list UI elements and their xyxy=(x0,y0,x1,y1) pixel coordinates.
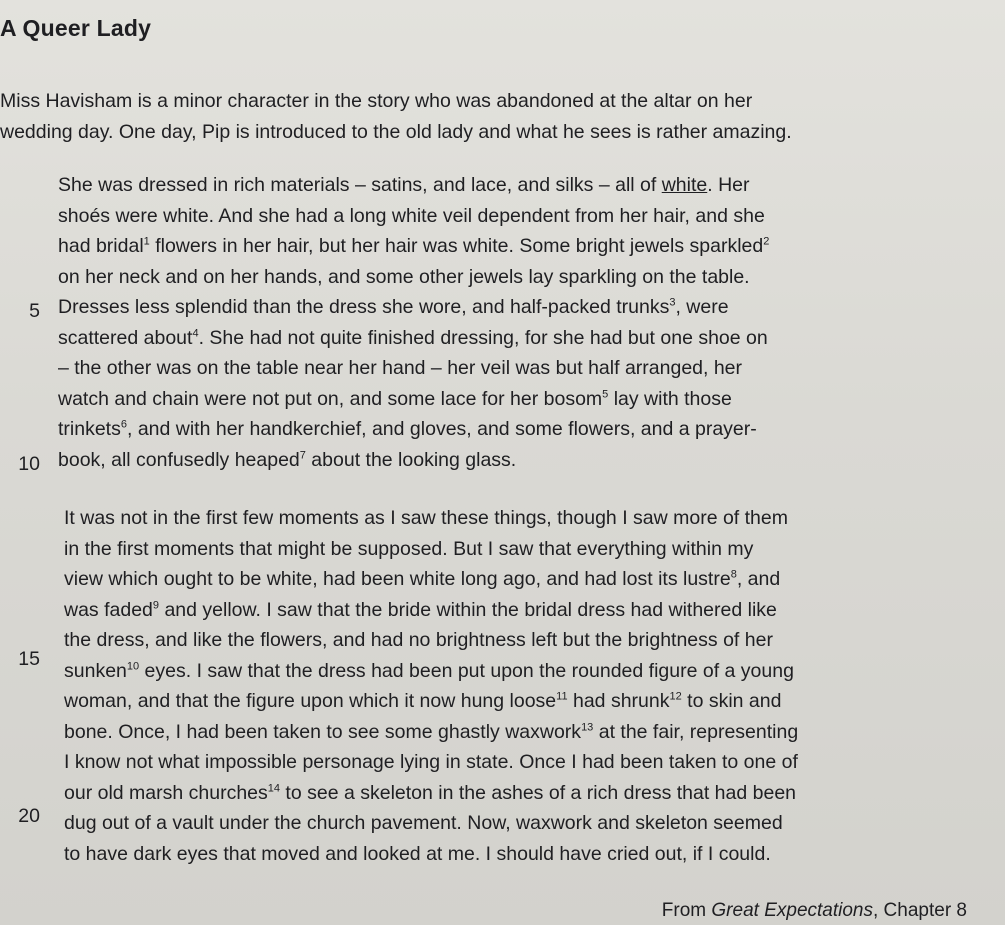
passage-text: had shrunk xyxy=(567,690,670,712)
passage-line xyxy=(64,503,798,534)
footnote-marker: 9 xyxy=(152,599,160,611)
footnote-marker: 14 xyxy=(267,782,281,794)
passage-line xyxy=(58,414,769,445)
passage-line xyxy=(58,384,769,415)
footnote-marker: 11 xyxy=(556,690,568,703)
passage-text: eyes. I saw that the dress had been put upon the rounded figure of a young xyxy=(139,659,794,682)
passage-text: in the first moments that might be supposed. But I saw that everything within my xyxy=(64,537,754,560)
footnote-marker: 2 xyxy=(763,235,770,248)
passage-line xyxy=(64,625,798,656)
intro-paragraph xyxy=(0,86,792,148)
passage-text: Dresses less splendid than the dress she wore, and half-packed trunks xyxy=(58,296,670,318)
passage-text: lay with those xyxy=(608,387,732,410)
passage-text: on her neck and on her hands, and some other jewels lay sparkling on the table. xyxy=(58,265,750,288)
passage-text: was faded xyxy=(64,598,153,621)
passage-line xyxy=(64,717,798,748)
passage-text: , and with her handkerchief, and gloves, and some flowers, and a prayer- xyxy=(126,418,757,440)
passage-text: book, all confusedly heaped xyxy=(58,448,300,471)
source-chapter: , Chapter 8 xyxy=(873,900,967,921)
underlined-word: white xyxy=(661,174,708,196)
source-citation xyxy=(662,900,967,922)
passage-text: to skin and xyxy=(681,690,782,712)
passage-line xyxy=(58,231,769,262)
passage-line xyxy=(64,656,798,687)
passage-line xyxy=(64,534,798,565)
passage-line xyxy=(64,778,798,809)
footnote-marker: 5 xyxy=(602,388,609,400)
footnote-marker: 6 xyxy=(120,418,127,431)
passage-text: shoés were white. And she had a long white veil dependent from her hair, and she xyxy=(58,204,765,227)
passage-text: had bridal xyxy=(58,235,144,257)
passage-line xyxy=(58,201,769,232)
passage-text: , and xyxy=(736,568,781,590)
footnote-marker: 13 xyxy=(581,721,594,733)
page-title: A Queer Lady xyxy=(0,15,152,41)
source-book-title: Great Expectations xyxy=(711,900,873,921)
passage-line xyxy=(58,445,769,476)
passage-text: dug out of a vault under the church pavement. Now, waxwork and skeleton seemed xyxy=(64,812,783,834)
passage-text: at the fair, representing xyxy=(593,720,799,743)
footnote-marker: 12 xyxy=(669,690,682,703)
passage-text: flowers in her hair, but her hair was white. Some bright jewels sparkled xyxy=(149,235,764,257)
passage-line xyxy=(58,353,769,384)
passage-text: bone. Once, I had been taken to see some ghastly waxwork xyxy=(64,720,582,743)
line-number-20: 20 xyxy=(18,805,40,827)
passage-text: It was not in the first few moments as I saw these things, though I saw more of them xyxy=(64,507,788,529)
passage-text: – the other was on the table near her hand – her veil was but half arranged, her xyxy=(58,357,743,379)
passage-line xyxy=(58,323,769,354)
passage-text: scattered about xyxy=(58,326,193,349)
passage-text: She was dressed in rich materials – satins, and lace, and silks – all of xyxy=(58,174,662,196)
line-number-15: 15 xyxy=(18,648,40,670)
footnote-marker: 8 xyxy=(730,568,737,581)
passage-text: and yellow. I saw that the bride within the bridal dress had withered like xyxy=(159,598,777,621)
passage-text: trinkets xyxy=(58,418,121,440)
line-number-10: 10 xyxy=(18,453,40,475)
passage-line xyxy=(64,808,798,839)
passage-text: to see a skeleton in the ashes of a rich dress that had been xyxy=(280,781,797,804)
passage-line xyxy=(58,292,769,323)
passage-text: , were xyxy=(675,296,729,318)
passage-text: woman, and that the figure upon which it now hung loose xyxy=(64,690,557,712)
passage-text: view which ought to be white, had been white long ago, and had lost its lustre xyxy=(64,568,731,590)
passage-paragraph-2 xyxy=(64,503,798,869)
passage-line xyxy=(64,564,798,595)
passage-line xyxy=(64,686,798,717)
line-number-5: 5 xyxy=(29,300,40,322)
passage-text: the dress, and like the flowers, and had no brightness left but the brightness of her xyxy=(64,629,773,651)
footnote-marker: 3 xyxy=(669,296,676,309)
passage-line xyxy=(64,595,798,626)
source-prefix: From xyxy=(661,900,712,921)
passage-line xyxy=(58,170,769,201)
footnote-marker: 4 xyxy=(192,327,199,339)
passage-paragraph-1 xyxy=(58,170,769,475)
intro-line: Miss Havisham is a minor character in the story who was abandoned at the altar on her xyxy=(0,90,753,112)
passage-text: . She had not quite finished dressing, for she had but one shoe on xyxy=(198,326,768,349)
passage-text: about the looking glass. xyxy=(305,448,517,471)
passage-text: watch and chain were not put on, and some lace for her bosom xyxy=(58,387,603,410)
passage-text: . Her xyxy=(707,174,750,196)
passage-line xyxy=(58,262,769,293)
passage-text: our old marsh churches xyxy=(64,781,268,804)
footnote-marker: 10 xyxy=(126,660,140,672)
passage-text: I know not what impossible personage lying in state. Once I had been taken to one of xyxy=(64,751,798,773)
passage-text: to have dark eyes that moved and looked at me. I should have cried out, if I could. xyxy=(64,842,771,865)
footnote-marker: 1 xyxy=(143,235,150,248)
intro-line: wedding day. One day, Pip is introduced to the old lady and what he sees is rather amazing. xyxy=(0,121,792,143)
passage-line xyxy=(64,839,798,870)
passage-line xyxy=(64,747,798,778)
passage-text: sunken xyxy=(64,659,127,682)
footnote-marker: 7 xyxy=(299,449,306,461)
